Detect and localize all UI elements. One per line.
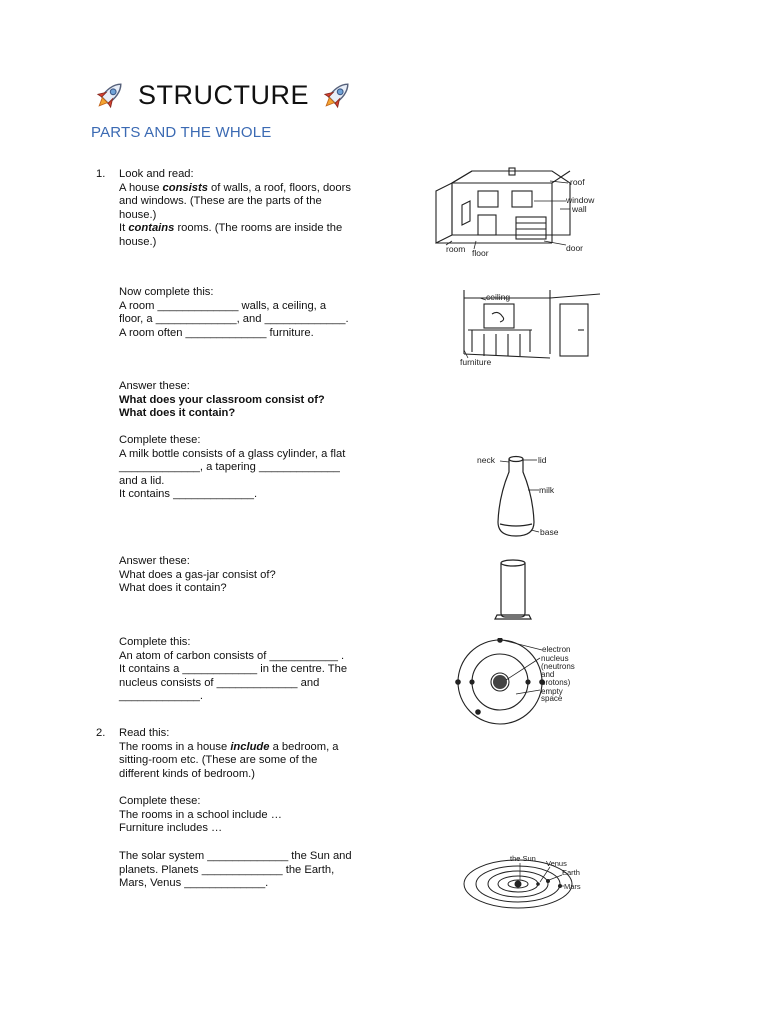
label-the-sun: the Sun [510,854,536,863]
text-line: Complete these: [119,795,201,807]
text-line: It contains _____________. [119,488,258,501]
section-number: 2. [96,727,106,739]
text-line: floor, a _____________, and _____________. [119,313,349,326]
text-block [119,434,384,502]
label-venus: Venus [546,859,567,868]
text-line: What does it contain? [119,407,236,420]
text-line: house.) [119,208,157,221]
text-line: Complete this: [119,636,191,648]
label-earth: Earth [562,868,580,877]
label-and: and [541,670,555,679]
text-line: The rooms in a school include … [119,808,282,821]
label-door: door [566,243,584,253]
label-lid: lid [538,455,547,465]
text-line: It contains a ____________ in the centre. The [119,663,348,676]
label-milk: milk [539,485,555,495]
emphasized-word: contains [128,222,175,235]
text-line: The solar system _____________ the Sun and [119,850,352,862]
text-line: What does it contain? [119,582,227,595]
text-line: What does a gas-jar consist of? [119,568,276,581]
text-line: Complete these: [119,434,201,446]
subtitle: PARTS AND THE WHOLE [91,124,272,141]
label-electron: electron [542,645,571,654]
label-window: window [566,195,595,205]
gas-jar-figure [485,553,545,625]
label-furniture: furniture [460,357,492,367]
section-number: 1. [96,168,106,180]
label-space: space [541,694,563,703]
house-figure [432,165,612,260]
text-line: An atom of carbon consists of ___________ . [119,649,345,662]
label-empty: empty [541,687,563,696]
label-nucleus: nucleus [541,654,569,663]
text-line: A room often _____________ furniture. [119,326,314,339]
label-neutrons: (neutrons [541,662,575,671]
text-line: Read this: [119,727,170,739]
text-block [119,286,384,340]
emphasized-word: consists [162,181,208,194]
label-ceiling: ceiling [486,292,511,302]
text-block [119,727,384,781]
text-block [119,168,384,250]
label-neck: neck [477,455,495,465]
text-line: nucleus consists of _____________ and [119,676,320,689]
text-line: The rooms in a house include a bedroom, a [119,740,339,753]
milk-bottle-figure [473,448,583,544]
text-line: Now complete this: [119,286,214,298]
label-room: room [446,244,466,254]
label-wall: wall [572,204,587,214]
text-line: house.) [119,235,157,248]
text-block [119,850,384,891]
label-base: base [540,527,559,537]
text-line: different kinds of bedroom.) [119,767,255,780]
solar-system-figure [458,848,586,912]
text-line: sitting-room etc. (These are some of the [119,754,318,767]
label-roof: roof [570,177,585,187]
text-line: Answer these: [119,555,190,567]
page-title: STRUCTURE [138,79,309,110]
atom-figure [450,638,590,728]
text-line: Furniture includes … [119,822,223,835]
text-block [119,636,384,704]
text-line: planets. Planets _____________ the Earth, [119,863,335,876]
rocket-icon [92,77,128,113]
text-line: and windows. (These are the parts of the [119,195,322,208]
text-line: Look and read: [119,168,194,180]
text-block [119,380,384,421]
text-line: It contains rooms. (The rooms are inside the [119,222,343,235]
text-line: A house consists of walls, a roof, floors, doors [119,181,351,194]
label-mars: Mars [564,882,581,891]
label-floor: floor [472,248,489,258]
text-line: Mars, Venus _____________. [119,877,269,890]
text-line: A milk bottle consists of a glass cylinder, a flat [119,447,346,460]
text-line: Answer these: [119,380,190,392]
emphasized-word: include [230,740,270,753]
label-protons: protons) [541,678,571,687]
title-row [92,74,355,116]
text-line: _____________, a tapering _____________ [119,461,340,474]
text-block [119,795,384,836]
room-figure [440,284,605,369]
text-block [119,555,384,596]
text-line: A room _____________ walls, a ceiling, a [119,299,327,312]
text-line: _____________. [119,690,203,703]
text-line: and a lid. [119,474,165,487]
rocket-icon [319,77,355,113]
text-line: What does your classroom consist of? [119,393,325,406]
